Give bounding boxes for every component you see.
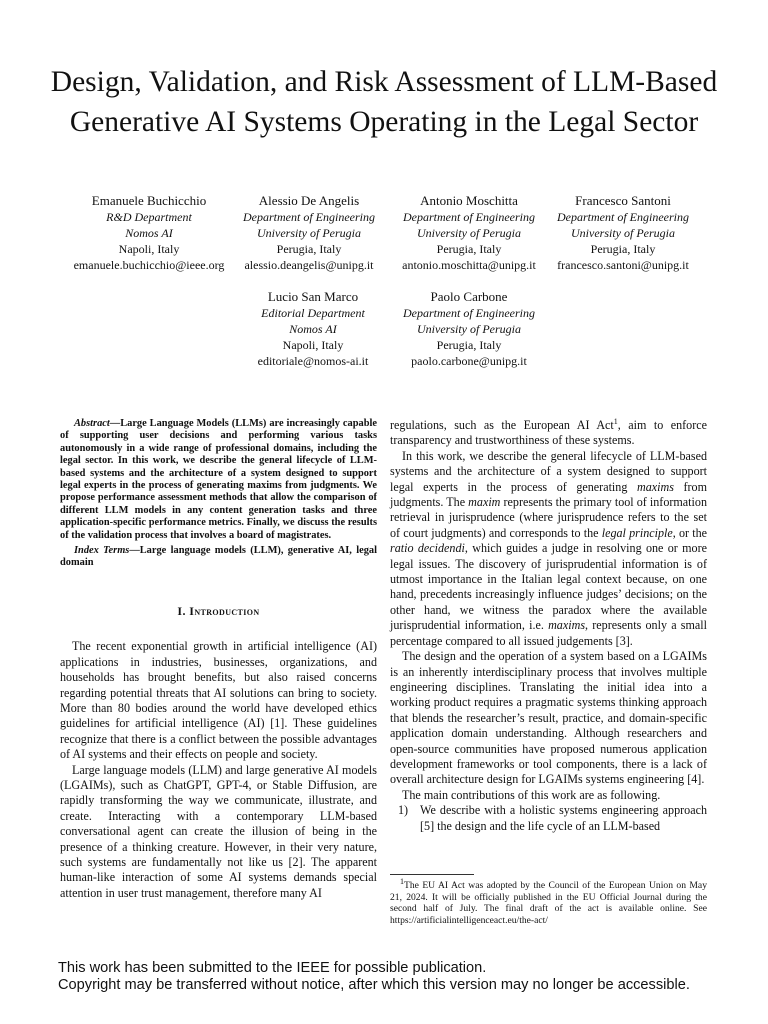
left-column	[60, 418, 377, 901]
index-terms-label: Index Terms	[74, 545, 130, 557]
author-location: Perugia, Italy	[276, 242, 342, 256]
italic-term: maxims	[548, 618, 586, 633]
paragraph	[390, 449, 707, 649]
paragraph-text: regulations, such as the European AI Act	[390, 418, 614, 432]
footnote-divider	[390, 874, 474, 875]
paragraph-text: , aim to enforce transparency and trustworthiness of these systems.	[390, 418, 707, 448]
italic-term: maxim	[468, 495, 501, 510]
author-organization: University of Perugia	[257, 226, 361, 240]
author-email: francesco.santoni@unipg.it	[557, 258, 689, 272]
author-location: Perugia, Italy	[436, 242, 502, 256]
author-name: Antonio Moschitta	[420, 193, 518, 208]
author-email: emanuele.buchicchio@ieee.org	[73, 258, 225, 272]
author-location: Napoli, Italy	[118, 242, 180, 256]
list-item-text: We describe with a holistic systems engineering approach [5] the design and the life cycle of an LLM-based	[420, 803, 707, 833]
author-location: Napoli, Italy	[282, 338, 344, 352]
index-terms	[60, 545, 377, 570]
author-card	[543, 192, 703, 273]
author-location: Perugia, Italy	[590, 242, 656, 256]
section-heading: I. Introduction	[177, 603, 260, 618]
author-department: Department of Engineering	[243, 210, 375, 224]
paragraph	[390, 418, 707, 449]
list-item	[390, 803, 707, 834]
author-card	[69, 192, 229, 273]
footnote-marker: 1	[613, 416, 618, 426]
notice-line: This work has been submitted to the IEEE for possible publication.	[58, 960, 487, 976]
author-organization: Nomos AI	[125, 226, 173, 240]
author-organization: Nomos AI	[289, 322, 337, 336]
author-name: Paolo Carbone	[430, 289, 508, 304]
author-card	[233, 288, 393, 369]
author-organization: University of Perugia	[417, 226, 521, 240]
author-card	[389, 192, 549, 273]
paragraph: The recent exponential growth in artificial intelligence (AI) applications in industries, businesses, organizations, and households has brought benefits, but also raised concerns regarding potential threats that AI solutions can bring to society. More than 80 bodies around the world have developed ethics guidelines for artificial intelligence (AI) [1]. These guidelines recognize that there is a conflict between the possible advantages of AI systems and their effects on people and society.	[60, 639, 377, 762]
author-name: Emanuele Buchicchio	[91, 193, 207, 208]
notice-line: Copyright may be transferred without notice, after which this version may no longer be accessible.	[58, 977, 690, 993]
author-card	[389, 288, 549, 369]
paragraph-text: In this work, we describe the general lifecycle of LLM-based systems and the architecture of a system designed to support legal experts in the process of generating	[390, 448, 707, 494]
paragraph-text: from judgments. The	[390, 479, 707, 510]
abstract-label: Abstract	[74, 418, 110, 429]
paragraph-text: represents the primary tool of information retrieval in jurisprudence (where jurisprudence refers to the set of court judgments) and corresponds to the	[390, 495, 707, 540]
abstract	[60, 418, 377, 542]
paper-title: Design, Validation, and Risk Assessment of LLM-Based Generative AI Systems Operating in the Legal Sector	[50, 66, 718, 138]
author-department: Department of Engineering	[403, 210, 535, 224]
author-name: Lucio San Marco	[267, 289, 359, 304]
list-item-number: 1)	[398, 803, 409, 818]
author-location: Perugia, Italy	[436, 338, 502, 352]
author-card	[229, 192, 389, 273]
index-terms-text: —Large language models (LLM), generative AI, legal domain	[60, 545, 377, 569]
footnote	[390, 876, 707, 926]
paragraph: Large language models (LLM) and large generative AI models (LGAIMs), such as ChatGPT, GPT-4, or Stable Diffusion, are rapidly transforming the way we communicate, illustrate, and create. Interacting with a contemporary LLM-based conversational agent can create the illusion of being in the presence of a thinking creature. However, in their very nature, such systems are fundamentally not like us [2]. The apparent human-like interaction of some AI systems demands special attention in user trust management, therefore many AI	[60, 762, 377, 900]
author-email: alessio.deangelis@unipg.it	[244, 258, 374, 272]
footnote-marker: 1	[400, 876, 404, 886]
author-department: R&D Department	[106, 210, 192, 224]
paragraph-text: , which guides a judge in resolving one or more legal issues. The discovery of jurisprudential information is of utmost importance in the Italian legal context because, on one hand, precedents increasingly influence judges’ decisions; on the other hand, we witness the paradox where the available jurisprudential information, i.e.	[390, 541, 707, 633]
paragraph-text: , represents only a small percentage compared to all issued judgements [3].	[390, 618, 708, 648]
italic-term: legal principle	[601, 525, 673, 540]
abstract-text: —Large Language Models (LLMs) are increasingly capable of supporting user decisions and performing various tasks autonomously in a wide range of professional domains, including the legal sector. In this work, we describe the general lifecycle of LLM-based systems and the architecture of a system designed to support legal experts in the process of generating maxims from judgments. We propose performance assessment methods that allow the comparison of different LLM models in any content generation tasks and three application-specific performance metrics. Finally, we discuss the results of the validation process that involves a board of magistrates.	[60, 418, 377, 541]
author-department: Editorial Department	[261, 306, 365, 320]
right-column	[390, 418, 707, 834]
author-email: paolo.carbone@unipg.it	[411, 354, 527, 368]
paragraph: The main contributions of this work are as following.	[402, 787, 661, 802]
author-email: editoriale@nomos-ai.it	[257, 354, 369, 368]
author-email: antonio.moschitta@unipg.it	[402, 258, 536, 272]
author-name: Alessio De Angelis	[258, 193, 360, 208]
italic-term: ratio decidendi	[390, 541, 465, 556]
submission-notice	[58, 960, 758, 994]
author-name: Francesco Santoni	[575, 193, 671, 208]
paragraph: The design and the operation of a system based on a LGAIMs is an inherently interdisciplinary process that involves multiple engineering disciplines. Translating the initial idea into a working product requires a pragmatic systems thinking approach that blends the researcher’s result, practice, and domain-specific application domain understanding. Although researchers and open-source communities have proposed numerous application development frameworks or tool components, there is a lack of overall architecture design for LGAIMs systems engineering [4].	[390, 649, 707, 787]
author-organization: University of Perugia	[571, 226, 675, 240]
author-department: Department of Engineering	[403, 306, 535, 320]
footnote-text: The EU AI Act was adopted by the Council of the European Union on May 21, 2024. It will be officially published in the EU Official Journal during the second half of July. The final draft of the act is available online. See https://artificialintelligenceact.eu/the-act/	[390, 880, 707, 926]
author-department: Department of Engineering	[557, 210, 689, 224]
author-organization: University of Perugia	[417, 322, 521, 336]
italic-term: maxims	[636, 479, 674, 494]
paragraph-text: , or the	[672, 525, 707, 540]
